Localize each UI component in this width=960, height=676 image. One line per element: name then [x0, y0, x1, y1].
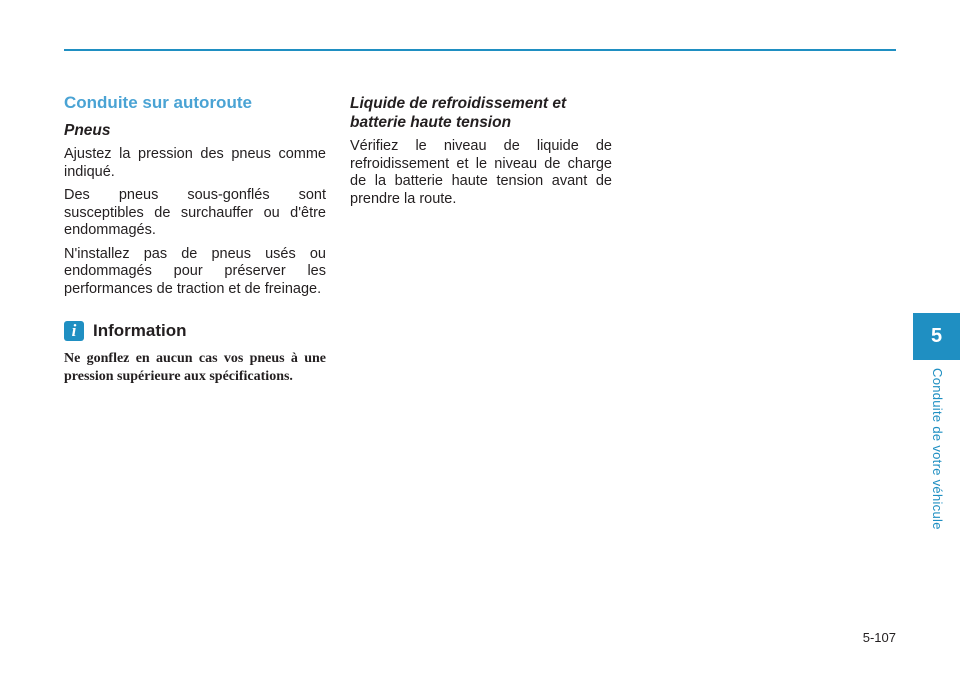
paragraph-tire-pressure: Ajustez la pression des pneus comme indiqué.: [64, 146, 326, 180]
right-column: [350, 92, 612, 208]
paragraph-worn-tires: N'installez pas de pneus usés ou endommagés pour préserver les performances de traction et de freinage.: [64, 245, 326, 297]
subsection-title-tires: Pneus: [64, 122, 111, 139]
subsection-title-coolant: Liquide de refroidissement et batterie haute tension: [350, 95, 567, 131]
top-rule: [64, 49, 896, 51]
paragraph-underinflated: Des pneus sous-gonflés sont susceptibles de surchauffer ou d'être endommagés.: [64, 187, 326, 238]
information-header: [64, 320, 326, 342]
section-title: Conduite sur autoroute: [64, 93, 252, 112]
information-title: Information: [93, 321, 187, 340]
page-number: 5-107: [862, 630, 896, 645]
info-icon: i: [64, 321, 84, 341]
information-text: Ne gonflez en aucun cas vos pneus à une pression supérieure aux spécifications.: [64, 351, 326, 384]
left-column: [64, 92, 326, 385]
paragraph-coolant-check: Vérifiez le niveau de liquide de refroidissement et le niveau de charge de la batterie haute tension avant de prendre la route.: [350, 138, 612, 207]
chapter-label: Conduite de votre véhicule: [930, 368, 945, 530]
chapter-tab: 5: [913, 313, 960, 360]
